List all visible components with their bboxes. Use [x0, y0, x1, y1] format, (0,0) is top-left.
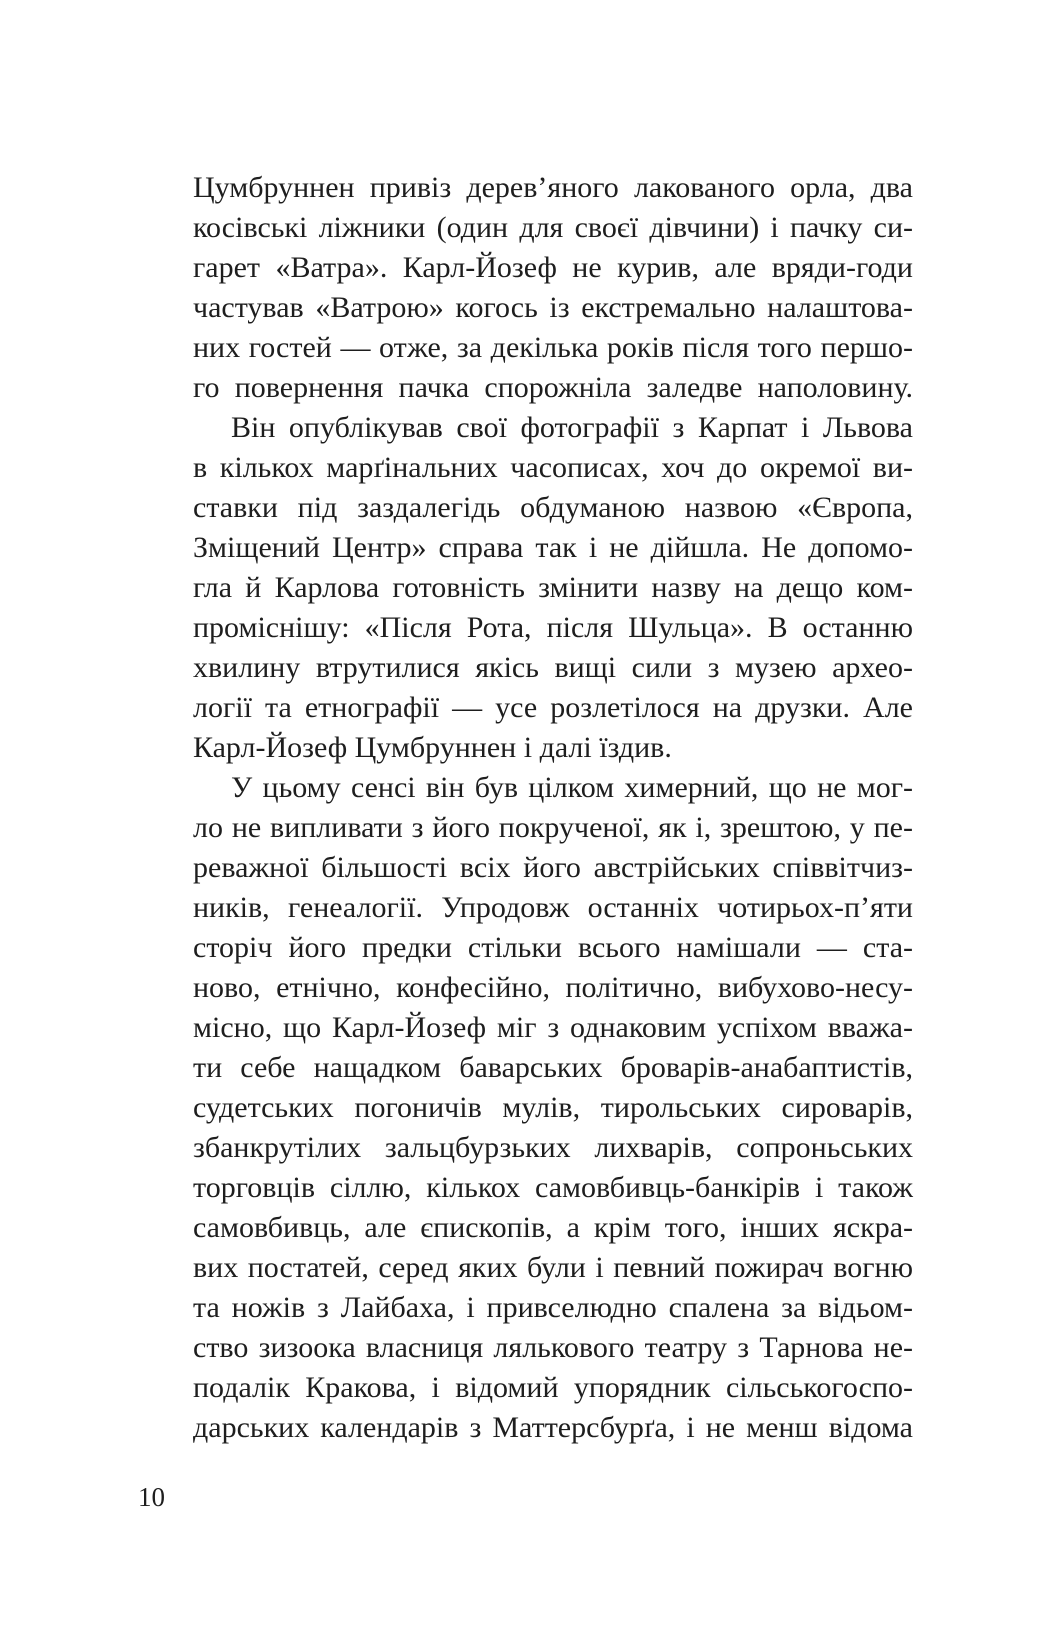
- text-line: ново, етнічно, конфесійно, політично, вибухово-несу-: [193, 971, 913, 1004]
- text-line: Зміщений Центр» справа так і не дійшла. Не допомо-: [193, 531, 913, 564]
- text-line: ство зизоока власниця лялькового театру з Тарнова не-: [193, 1331, 913, 1364]
- text-line: Цумбруннен привіз дерев’яного лакованого орла, два: [193, 171, 913, 204]
- text-line: гла й Карлова готовність змінити назву на дещо ком-: [193, 571, 913, 604]
- text-line: збанкрутілих зальцбурзьких лихварів, сопроньських: [193, 1131, 913, 1164]
- page-number: 10: [138, 1482, 165, 1512]
- text-line: вих постатей, серед яких були і певний пожирач вогню: [193, 1251, 913, 1284]
- text-line: самовбивць, але єпископів, а крім того, інших яскра-: [193, 1211, 913, 1244]
- text-line: ників, генеалогії. Упродовж останніх чотирьох-п’яти: [193, 891, 913, 924]
- text-line: сторіч його предки стільки всього намішали — ста-: [193, 931, 913, 964]
- text-line: го повернення пачка спорожніла заледве наполовину.: [193, 371, 913, 404]
- text-line: частував «Ватрою» когось із екстремально налаштова-: [193, 291, 913, 324]
- text-line: Карл-Йозеф Цумбруннен і далі їздив.: [193, 731, 672, 764]
- text-line: ставки під заздалегідь обдуманою назвою «Європа,: [193, 491, 913, 524]
- text-line: дарських календарів з Маттерсбурґа, і не менш відома: [193, 1411, 913, 1444]
- text-line: ти себе нащадком баварських броварів-анабаптистів,: [193, 1051, 913, 1084]
- text-line: подалік Кракова, і відомий упорядник сільськогоспо-: [193, 1371, 913, 1404]
- text-line: в кількох марґінальних часописах, хоч до окремої ви-: [193, 451, 913, 484]
- text-line: них гостей — отже, за декілька років після того першо-: [193, 331, 913, 364]
- text-line: косівські ліжники (один для своєї дівчини) і пачку си-: [193, 211, 913, 244]
- text-line: торговців сіллю, кількох самовбивць-банкірів і також: [193, 1171, 913, 1204]
- paragraph: [193, 768, 913, 1448]
- text-line: Він опублікував свої фотографії з Карпат і Львова: [231, 411, 913, 444]
- paragraph: [193, 168, 913, 408]
- text-line: логії та етнографії — усе розлетілося на друзки. Але: [193, 691, 913, 724]
- text-line: промiснiшу: «Після Рота, після Шульца». В останню: [193, 611, 913, 644]
- text-line: ло не випливати з його покрученої, як і, зрештою, у пе-: [193, 811, 913, 844]
- text-line: реважної більшості всіх його австрійських співвітчиз-: [193, 851, 913, 884]
- paragraph: [193, 408, 913, 768]
- text-line: та ножів з Лайбаха, і привселюдно спалена за відьом-: [193, 1291, 913, 1324]
- body-text: [193, 168, 913, 1448]
- text-line: гарет «Ватра». Карл-Йозеф не курив, але вряди-годи: [193, 251, 913, 284]
- text-line: місно, що Карл-Йозеф міг з однаковим успіхом вважа-: [193, 1011, 913, 1044]
- text-line: судетських погоничів мулів, тирольських сироварів,: [193, 1091, 913, 1124]
- text-line: хвилину втрутилися якісь вищі сили з музею архео-: [193, 651, 913, 684]
- text-line: У цьому сенсі він був цілком химерний, що не мог-: [231, 771, 913, 804]
